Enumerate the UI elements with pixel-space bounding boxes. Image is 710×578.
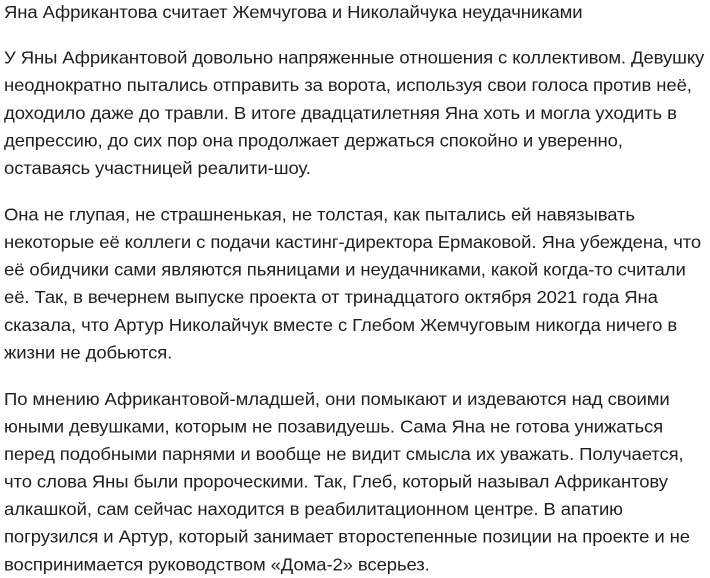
paragraph-2-line: её обидчики сами являются пьяницами и неудачниками, какой когда-то считали bbox=[4, 259, 686, 280]
paragraph-3-line: По мнению Африкантовой-младшей, они помыкают и издеваются над своими bbox=[4, 388, 670, 409]
paragraph-1-line: неоднократно пытались отправить за ворота, используя свои голоса против неё, bbox=[4, 75, 692, 96]
paragraph-1-line: доходило даже до травли. В итоге двадцатилетняя Яна хоть и могла уходить в bbox=[4, 102, 677, 123]
paragraph-2-line: некоторые её коллеги с подачи кастинг-директора Ермаковой. Яна убеждена, что bbox=[4, 231, 702, 252]
paragraph-2-line: её. Так, в вечернем выпуске проекта от тринадцатого октября 2021 года Яна bbox=[4, 287, 658, 308]
paragraph-3-line: перед подобными парнями и вообще не видит смысла их уважать. Получается, bbox=[4, 443, 684, 464]
paragraph-3-line: погрузился и Артур, который занимает второстепенные позиции на проекте и не bbox=[4, 526, 690, 547]
paragraph-3-line: алкашкой, сам сейчас находится в реабилитационном центре. В апатию bbox=[4, 499, 623, 519]
paragraph-3-line: юными девушками, которым не позавидуешь. Сама Яна не готова унижаться bbox=[4, 416, 664, 437]
paragraph-2-line: жизни не добьются. bbox=[4, 342, 173, 363]
paragraph-3-line: воспринимается руководством «Дома-2» всерьез. bbox=[4, 554, 430, 575]
paragraph-2-line: Она не глупая, не страшненькая, не толстая, как пытались ей навязывать bbox=[4, 204, 635, 225]
paragraph-1-line: депрессию, до сих пор она продолжает держаться спокойно и уверенно, bbox=[4, 130, 623, 151]
paragraph-2-line: сказала, что Артур Николайчук вместе с Глебом Жемчуговым никогда ничего в bbox=[4, 314, 678, 335]
paragraph-1-line: оставаясь участницей реалити-шоу. bbox=[4, 157, 311, 178]
paragraph-3-line: что слова Яны были пророческими. Так, Глеб, который называл Африкантову bbox=[4, 471, 668, 492]
article-title: Яна Африкантова считает Жемчугова и Николайчука неудачниками bbox=[4, 1, 583, 22]
paragraph-1-line: У Яны Африкантовой довольно напряженные отношения с коллективом. Девушку bbox=[4, 47, 705, 68]
